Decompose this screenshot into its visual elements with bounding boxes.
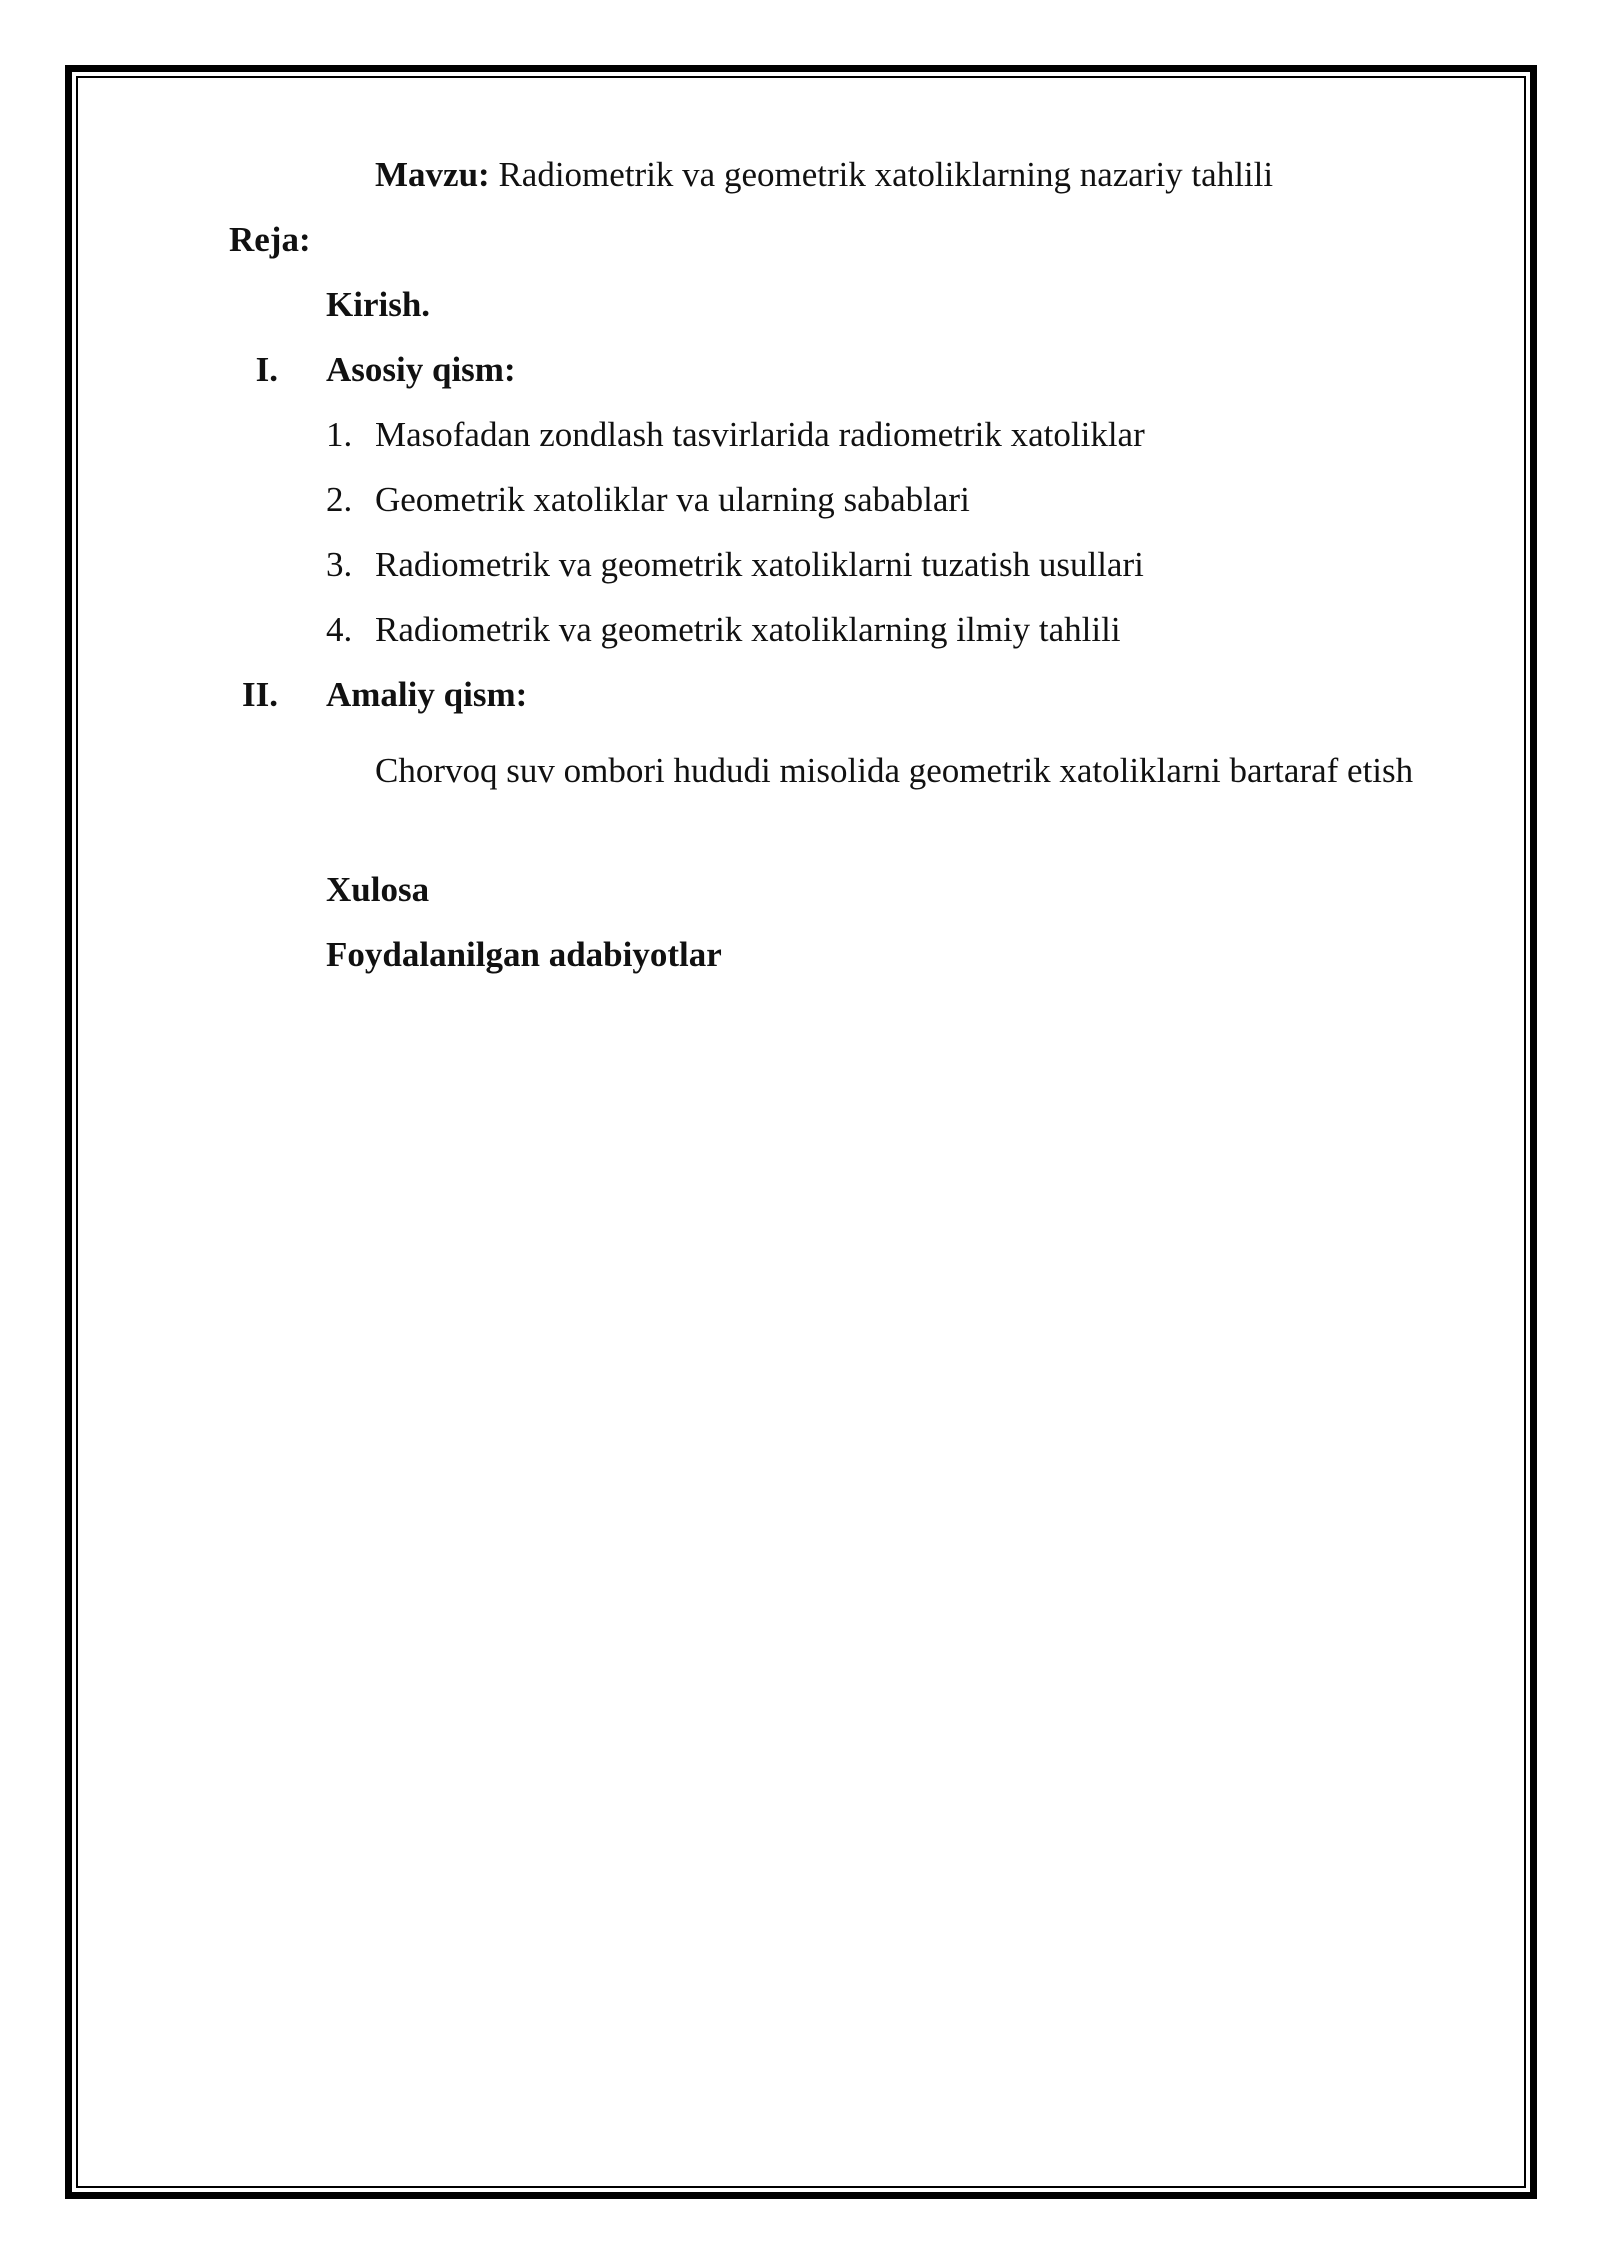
topic-line (375, 153, 1273, 197)
practical-paragraph: Chorvoq suv ombori hududi misolida geometrik xatoliklarni bartaraf etish (375, 751, 1414, 790)
topic-label: Mavzu: (375, 155, 490, 194)
page-border-inner (76, 76, 1526, 2188)
list-item-text: Radiometrik va geometrik xatoliklarni tuzatish usullari (375, 545, 1144, 584)
list-item-text: Masofadan zondlash tasvirlarida radiometrik xatoliklar (375, 415, 1145, 454)
list-item-number: 2. (326, 480, 353, 519)
plan-label: Reja: (229, 220, 311, 259)
references-heading: Foydalanilgan adabiyotlar (326, 935, 722, 974)
list-item-number: 4. (326, 610, 353, 649)
intro-heading: Kirish. (326, 285, 431, 324)
section-numeral-1: I. (255, 350, 278, 389)
section-numeral-2: II. (242, 675, 278, 714)
list-item-text: Geometrik xatoliklar va ularning sabablari (375, 480, 970, 519)
section-heading-main: Asosiy qism: (326, 350, 516, 389)
section-heading-practical: Amaliy qism: (326, 675, 528, 714)
conclusion-heading: Xulosa (326, 870, 430, 909)
list-item-number: 1. (326, 415, 353, 454)
topic-text: Radiometrik va geometrik xatoliklarning nazariy tahlili (489, 155, 1274, 194)
list-item-number: 3. (326, 545, 353, 584)
list-item-text: Radiometrik va geometrik xatoliklarning ilmiy tahlili (375, 610, 1121, 649)
